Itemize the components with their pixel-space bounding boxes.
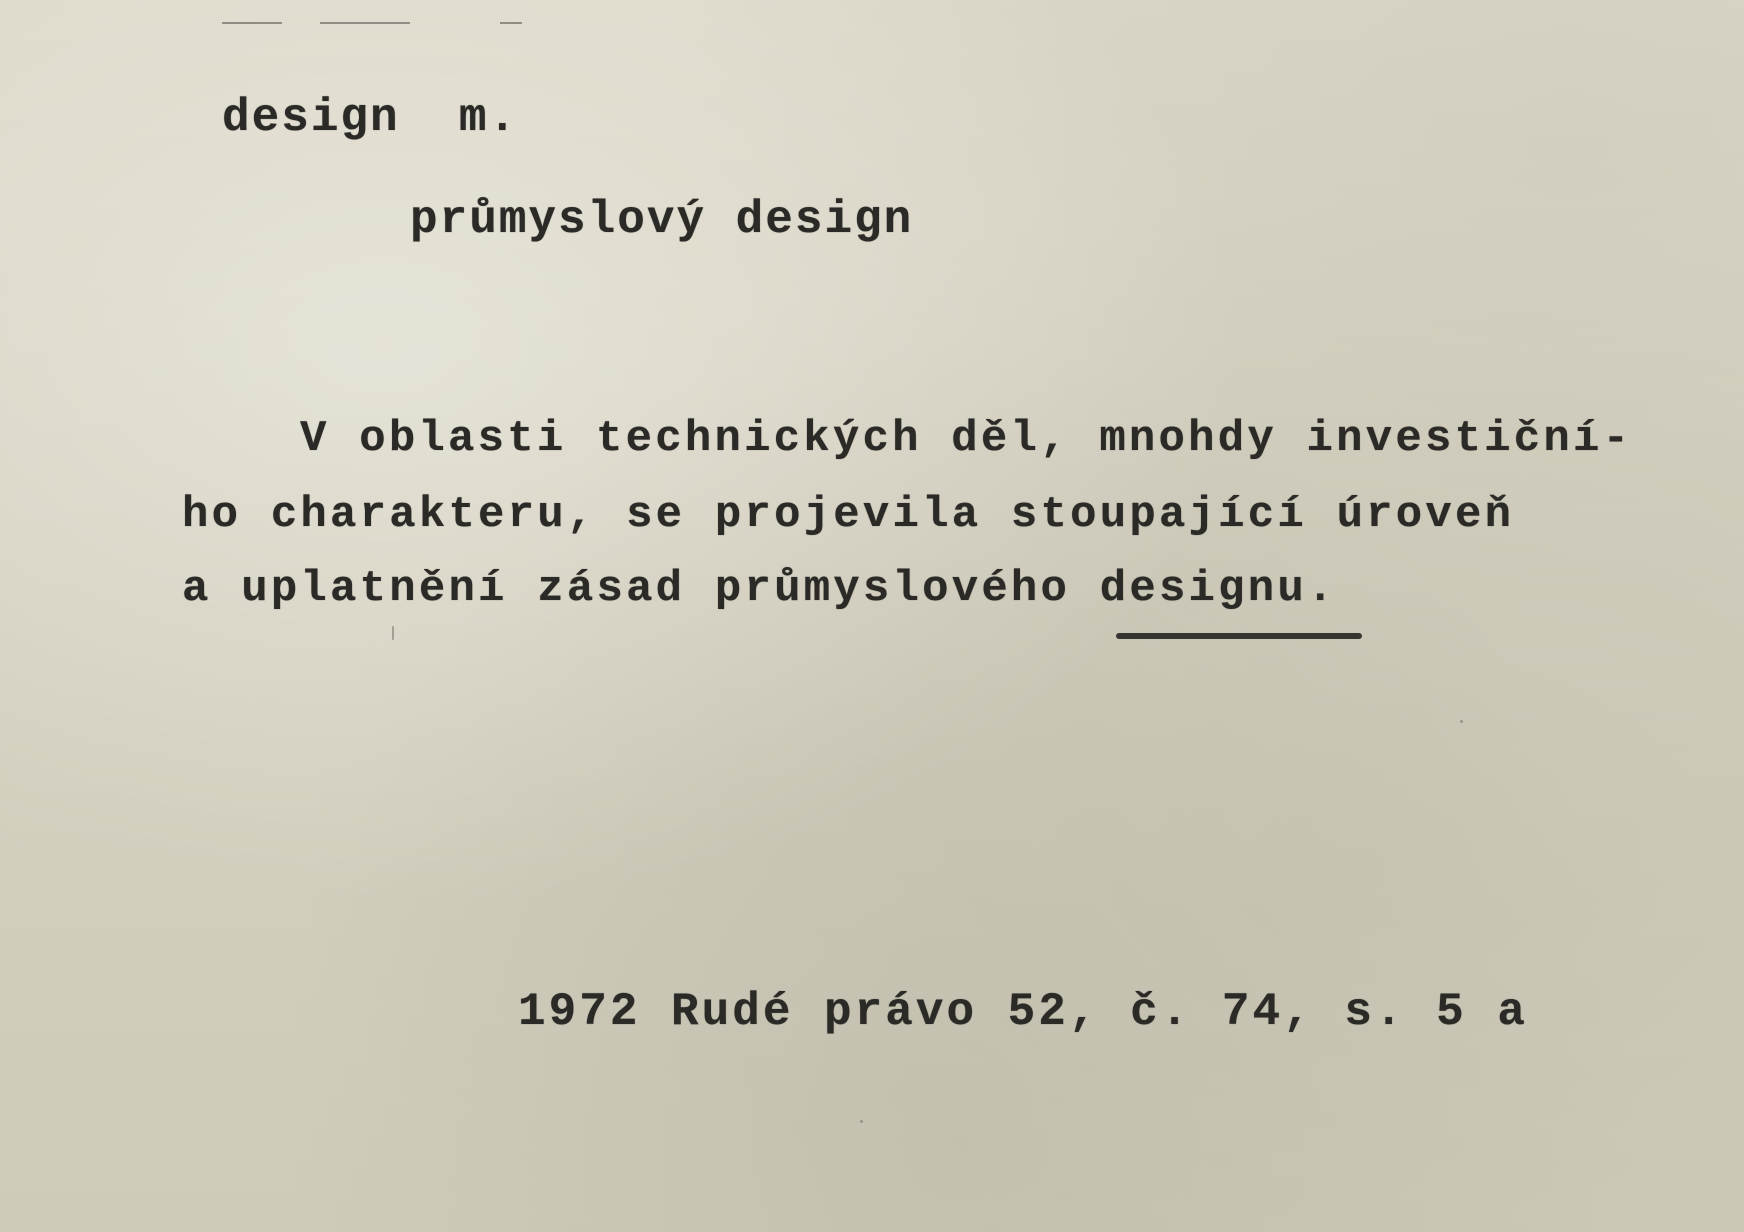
ink-speck (1460, 720, 1463, 723)
quotation-line-3: a uplatnění zásad průmyslového designu. (182, 564, 1337, 614)
quotation-line-1: V oblasti technických děl, mnohdy investiční- (300, 414, 1633, 464)
quotation-line-2: ho charakteru, se projevila stoupající úroveň (182, 490, 1515, 540)
ink-speck (860, 1120, 863, 1123)
source-citation: 1972 Rudé právo 52, č. 74, s. 5 a (518, 986, 1528, 1038)
ink-speck (392, 626, 394, 640)
top-edge-mark (320, 22, 410, 24)
subentry-phrase: průmyslový design (410, 194, 914, 246)
top-edge-mark (500, 22, 522, 24)
top-edge-mark (222, 22, 282, 24)
headword: design m. (222, 92, 519, 144)
headword-underline (1116, 633, 1362, 639)
